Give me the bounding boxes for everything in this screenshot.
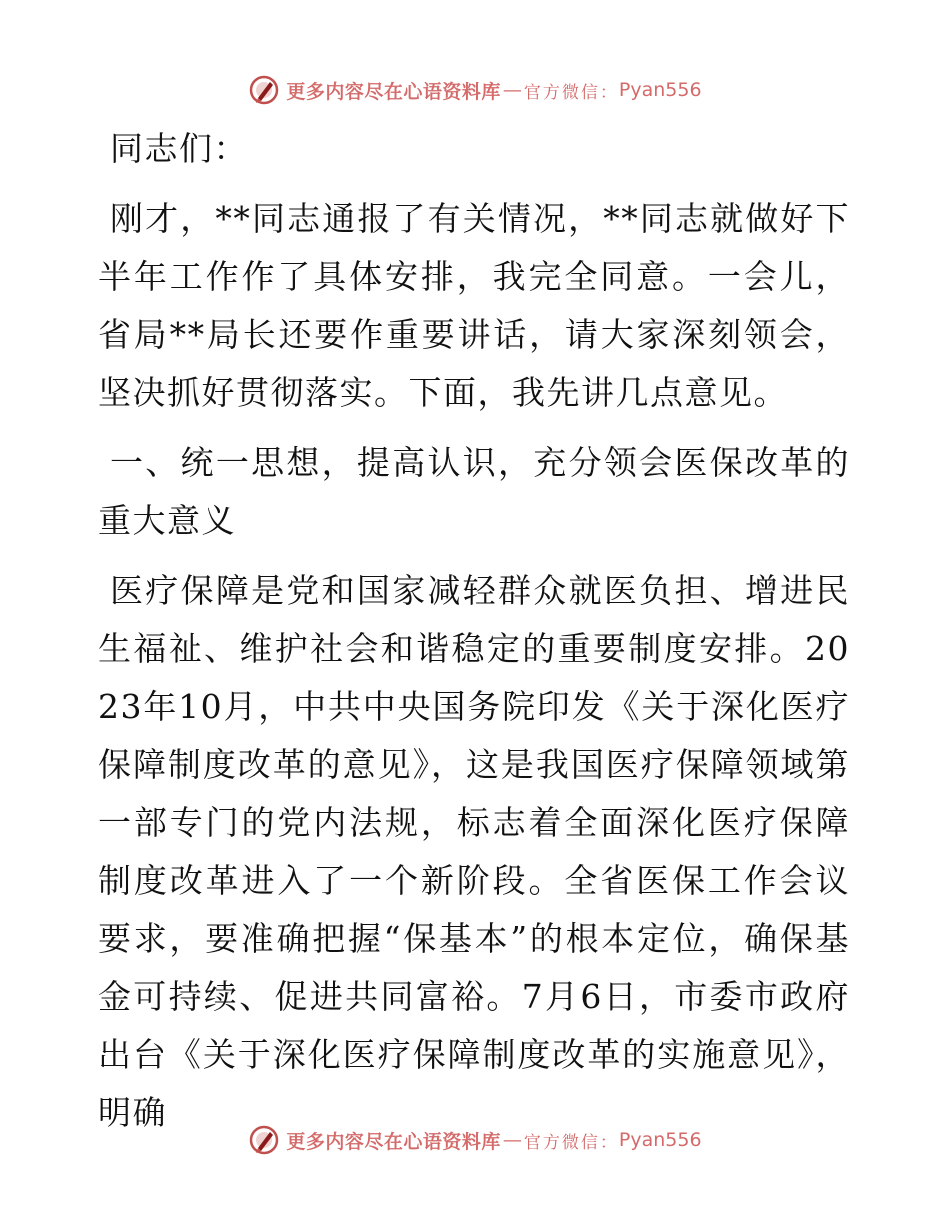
document-body <box>98 120 850 1142</box>
pen-logo-icon <box>248 1124 280 1156</box>
greeting: 同志们： <box>110 129 248 168</box>
page-header-watermark <box>0 70 950 110</box>
watermark-dash: — <box>502 1129 522 1151</box>
watermark-official-label: 官方微信： <box>523 1132 619 1153</box>
page-footer-watermark <box>0 1120 950 1160</box>
section-heading-1: 一、统一思想，提高认识，充分领会医保改革的重大意义 <box>98 443 850 540</box>
watermark-wechat-id: Pyan556 <box>618 1129 702 1151</box>
watermark-dash: — <box>502 79 522 101</box>
watermark-wechat-id: Pyan556 <box>618 79 702 101</box>
paragraph-2: 医疗保障是党和国家减轻群众就医负担、增进民生福祉、维护社会和谐稳定的重要制度安排。2023年10月，中共中央国务院印发《关于深化医疗保障制度改革的意见》，这是我国医疗保障领域第一部专门的党内法规，标志着全面深化医疗保障制度改革进入了一个新阶段。全省医保工作会议要求，要准确把握“保基本”的根本定位，确保基金可持续、促进共同富裕。7月6日，市委市政府出台《关于深化医疗保障制度改革的实施意见》，明确 <box>98 571 850 1132</box>
watermark-text: 更多内容尽在心语资料库 <box>286 80 501 103</box>
pen-logo-icon <box>248 74 280 106</box>
watermark-official-label: 官方微信： <box>523 82 619 103</box>
paragraph-1: 刚才，**同志通报了有关情况，**同志就做好下半年工作作了具体安排，我完全同意。一会儿，省局**局长还要作重要讲话，请大家深刻领会，坚决抓好贯彻落实。下面，我先讲几点意见。 <box>98 199 850 412</box>
watermark-text: 更多内容尽在心语资料库 <box>286 1130 501 1153</box>
